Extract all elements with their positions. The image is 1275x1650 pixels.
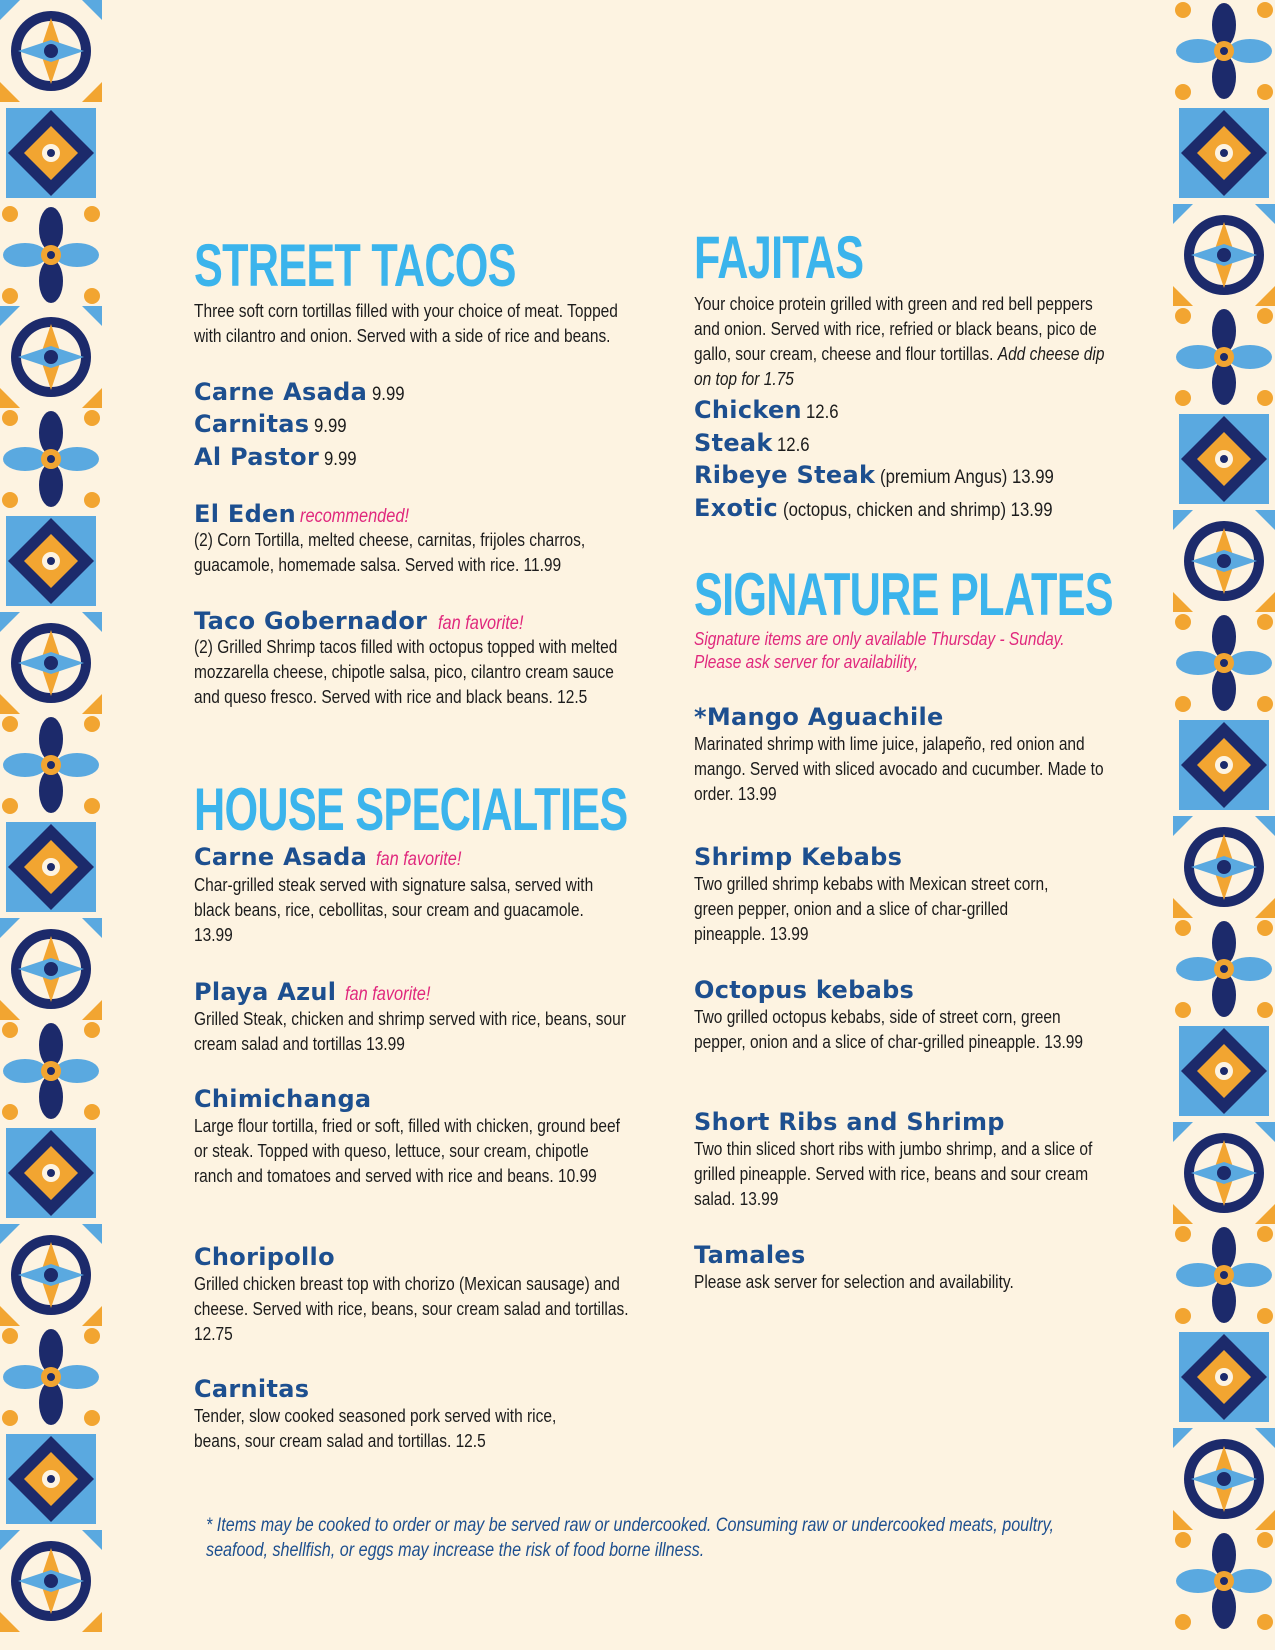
- menu-item-signature-plate: [694, 1241, 806, 1269]
- item-name: Short Ribs and Shrimp: [694, 1108, 1005, 1136]
- menu-item-street-taco: [194, 378, 409, 406]
- item-name: Carne Asada: [194, 378, 368, 406]
- menu-item-fajita: [694, 396, 843, 424]
- item-description: Grilled Steak, chicken and shrimp served with rice, beans, sour cream salad and tortillas 13.99: [194, 1009, 626, 1054]
- item-price: (octopus, chicken and shrimp) 13.99: [782, 500, 1053, 521]
- decorative-tile-border-right: [1173, 0, 1275, 1650]
- item-price: 9.99: [323, 449, 357, 470]
- signature-availability-note: Signature items are only available Thursday - Sunday. Please ask server for availability,: [694, 629, 1065, 672]
- item-name: Carne Asada: [194, 843, 368, 871]
- item-description: Grilled chicken breast top with chorizo (Mexican sausage) and cheese. Served with rice, beans, sour cream salad and tortillas. 12.75: [194, 1274, 629, 1344]
- menu-item-el-eden: [194, 500, 427, 528]
- item-name: Exotic: [694, 494, 779, 522]
- recommended-tag: recommended!: [300, 506, 410, 527]
- item-name: Shrimp Kebabs: [694, 843, 903, 871]
- item-name: Chimichanga: [194, 1085, 372, 1113]
- menu-item-signature-plate: [694, 1108, 1005, 1136]
- section-title-house-specialties: HOUSE SPECIALTIES: [194, 776, 628, 843]
- menu-item-house-specialty: [194, 1375, 309, 1403]
- item-name: Octopus kebabs: [694, 976, 915, 1004]
- item-name: Carnitas: [194, 410, 310, 438]
- fajitas-description-text: Your choice protein grilled with green and red bell peppers and onion. Served with rice, refried or black beans, pico de gallo, sour cream, cheese and flour tortillas.: [694, 294, 1097, 364]
- item-name: Tamales: [694, 1241, 806, 1269]
- menu-item-house-specialty: [194, 1085, 371, 1113]
- item-price: (premium Angus) 13.99: [879, 467, 1054, 488]
- menu-item-fajita: [694, 429, 814, 457]
- menu-item-signature-plate: [694, 843, 902, 871]
- item-description: Marinated shrimp with lime juice, jalapeño, red onion and mango. Served with sliced avocado and cucumber. Made to order. 13.99: [694, 734, 1104, 804]
- section-title-fajitas: FAJITAS: [694, 224, 864, 291]
- item-price: 9.99: [371, 384, 405, 405]
- item-description: Two grilled shrimp kebabs with Mexican street corn, green pepper, onion and a slice of char-grilled pineapple. 13.99: [694, 874, 1049, 944]
- item-price: 12.6: [806, 402, 839, 423]
- section-title-signature-plates: SIGNATURE PLATES: [694, 561, 1113, 628]
- item-name: Taco Gobernador: [194, 607, 428, 635]
- fan-favorite-tag: fan favorite!: [344, 984, 431, 1005]
- item-description: Please ask server for selection and availability.: [694, 1272, 1014, 1292]
- el-eden-description: (2) Corn Tortilla, melted cheese, carnitas, frijoles charros, guacamole, homemade salsa. Served with rice. 11.99: [194, 530, 586, 575]
- decorative-tile-border-left: [0, 0, 102, 1650]
- item-description: Char-grilled steak served with signature salsa, served with black beans, rice, cebollitas, sour cream and guacamole. 13.99: [194, 875, 594, 945]
- item-name: Playa Azul: [194, 978, 337, 1006]
- fan-favorite-tag: fan favorite!: [375, 849, 461, 870]
- fajitas-description: [694, 292, 1107, 392]
- item-price: 9.99: [313, 416, 347, 437]
- menu-item-street-taco: [194, 410, 351, 438]
- street-tacos-description: Three soft corn tortillas filled with your choice of meat. Topped with cilantro and onion. Served with a side of rice and beans.: [194, 301, 618, 346]
- menu-item-fajita: [694, 494, 1089, 522]
- item-description: Two grilled octopus kebabs, side of street corn, green pepper, onion and a slice of char-grilled pineapple. 13.99: [694, 1007, 1084, 1052]
- menu-item-taco-gobernador: [194, 607, 537, 635]
- item-price: 12.6: [777, 435, 810, 456]
- item-description: Two thin sliced short ribs with jumbo shrimp, and a slice of grilled pineapple. Served with rice, beans and sour cream salad. 13.99: [694, 1139, 1093, 1209]
- item-name: Carnitas: [194, 1375, 310, 1403]
- section-title-street-tacos: STREET TACOS: [194, 232, 516, 299]
- item-name: Al Pastor: [194, 443, 320, 471]
- fajitas-description-italic: Add cheese dip on top for 1.75: [694, 344, 1105, 389]
- taco-gobernador-description: (2) Grilled Shrimp tacos filled with octopus topped with melted mozzarella cheese, chipotle salsa, pico, cilantro cream sauce and queso fresco. Served with rice and black beans. 12.5: [194, 637, 618, 707]
- menu-item-fajita: [694, 461, 1077, 489]
- menu-item-signature-plate: [694, 703, 944, 731]
- item-name: *Mango Aguachile: [694, 703, 944, 731]
- item-name: Choripollo: [194, 1243, 335, 1271]
- item-name: Steak: [694, 429, 773, 457]
- menu-item-house-specialty: [194, 1243, 335, 1271]
- item-name: Ribeye Steak: [694, 461, 876, 489]
- food-safety-disclaimer: * Items may be cooked to order or may be served raw or undercooked. Consuming raw or undercooked meats, poultry, seafood, shellfish, or eggs may increase the risk of food borne illness.: [206, 1515, 1054, 1561]
- fan-favorite-tag: fan favorite!: [437, 613, 524, 634]
- menu-item-house-specialty: [194, 843, 475, 871]
- menu-item-house-specialty: [194, 978, 444, 1006]
- item-name: Chicken: [694, 396, 802, 424]
- item-description: Tender, slow cooked seasoned pork served with rice, beans, sour cream salad and tortillas. 12.5: [194, 1406, 557, 1451]
- item-name: El Eden: [194, 500, 297, 528]
- menu-item-signature-plate: [694, 976, 914, 1004]
- menu-item-street-taco: [194, 443, 361, 471]
- item-description: Large flour tortilla, fried or soft, filled with chicken, ground beef or steak. Topped with queso, lettuce, sour cream, chipotle ranch and tomatoes and served with rice and beans. 10.99: [194, 1116, 620, 1186]
